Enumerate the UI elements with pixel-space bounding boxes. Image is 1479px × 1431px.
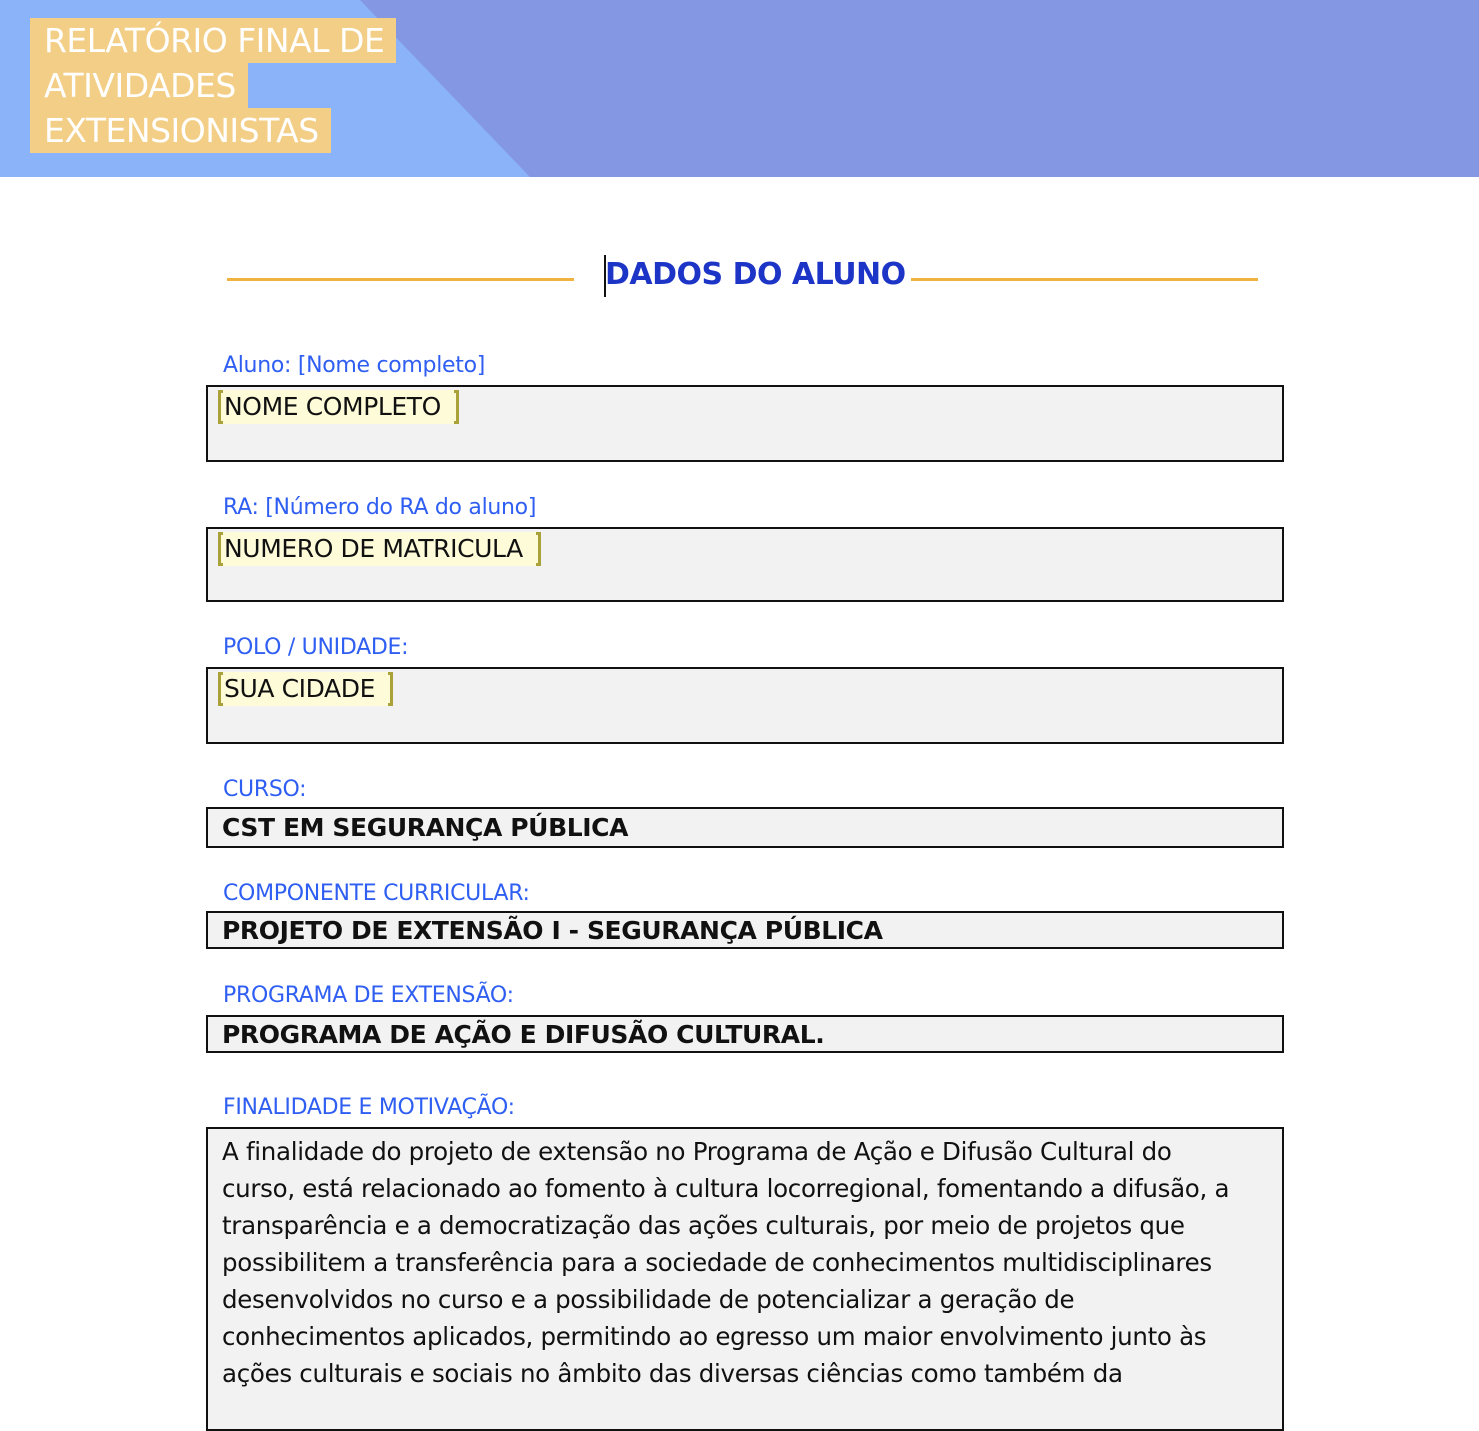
curso-value: CST EM SEGURANÇA PÚBLICA (222, 813, 629, 842)
finalidade-line: conhecimentos aplicados, permitindo ao egresso um maior envolvimento junto às (222, 1322, 1207, 1351)
aluno-label: Aluno: [Nome completo] (223, 353, 486, 378)
header-banner (0, 0, 1479, 177)
finalidade-line: possibilitem a transferência para a sociedade de conhecimentos multidisciplinares (222, 1248, 1212, 1277)
report-title-line-1: RELATÓRIO FINAL DE (30, 18, 396, 63)
finalidade-line: desenvolvidos no curso e a possibilidade de potencializar a geração de (222, 1285, 1075, 1314)
polo-placeholder[interactable]: SUA CIDADE (220, 672, 391, 706)
ra-label: RA: [Número do RA do aluno] (223, 495, 537, 520)
polo-label: POLO / UNIDADE: (223, 635, 409, 660)
programa-label: PROGRAMA DE EXTENSÃO: (223, 983, 514, 1008)
report-title (30, 18, 396, 153)
heading-rule-left (227, 278, 574, 281)
section-title[interactable]: DADOS DO ALUNO (605, 257, 906, 292)
finalidade-text (222, 1133, 1272, 1392)
finalidade-line: curso, está relacionado ao fomento à cultura locorregional, fomentando a difusão, a (222, 1174, 1230, 1203)
ra-placeholder[interactable]: NUMERO DE MATRICULA (220, 532, 539, 566)
finalidade-line: transparência e a democratização das ações culturais, por meio de projetos que (222, 1211, 1185, 1240)
programa-value: PROGRAMA DE AÇÃO E DIFUSÃO CULTURAL. (222, 1020, 825, 1049)
finalidade-line: ações culturais e sociais no âmbito das diversas ciências como também da (222, 1359, 1123, 1388)
polo-field[interactable] (206, 667, 1284, 744)
finalidade-label: FINALIDADE E MOTIVAÇÃO: (223, 1095, 515, 1120)
aluno-placeholder[interactable]: NOME COMPLETO (220, 390, 457, 424)
componente-field[interactable] (206, 911, 1284, 949)
section-heading (0, 255, 1479, 305)
programa-field[interactable] (206, 1015, 1284, 1053)
curso-label: CURSO: (223, 777, 307, 802)
componente-label: COMPONENTE CURRICULAR: (223, 881, 530, 906)
heading-rule-right (911, 278, 1258, 281)
report-title-line-3: EXTENSIONISTAS (30, 108, 331, 153)
finalidade-line: A finalidade do projeto de extensão no Programa de Ação e Difusão Cultural do (222, 1137, 1172, 1166)
report-title-line-2: ATIVIDADES (30, 63, 248, 108)
ra-field[interactable] (206, 527, 1284, 602)
aluno-field[interactable] (206, 385, 1284, 462)
componente-value: PROJETO DE EXTENSÃO I - SEGURANÇA PÚBLICA (222, 916, 883, 945)
finalidade-field[interactable] (206, 1127, 1284, 1431)
curso-field[interactable] (206, 807, 1284, 848)
